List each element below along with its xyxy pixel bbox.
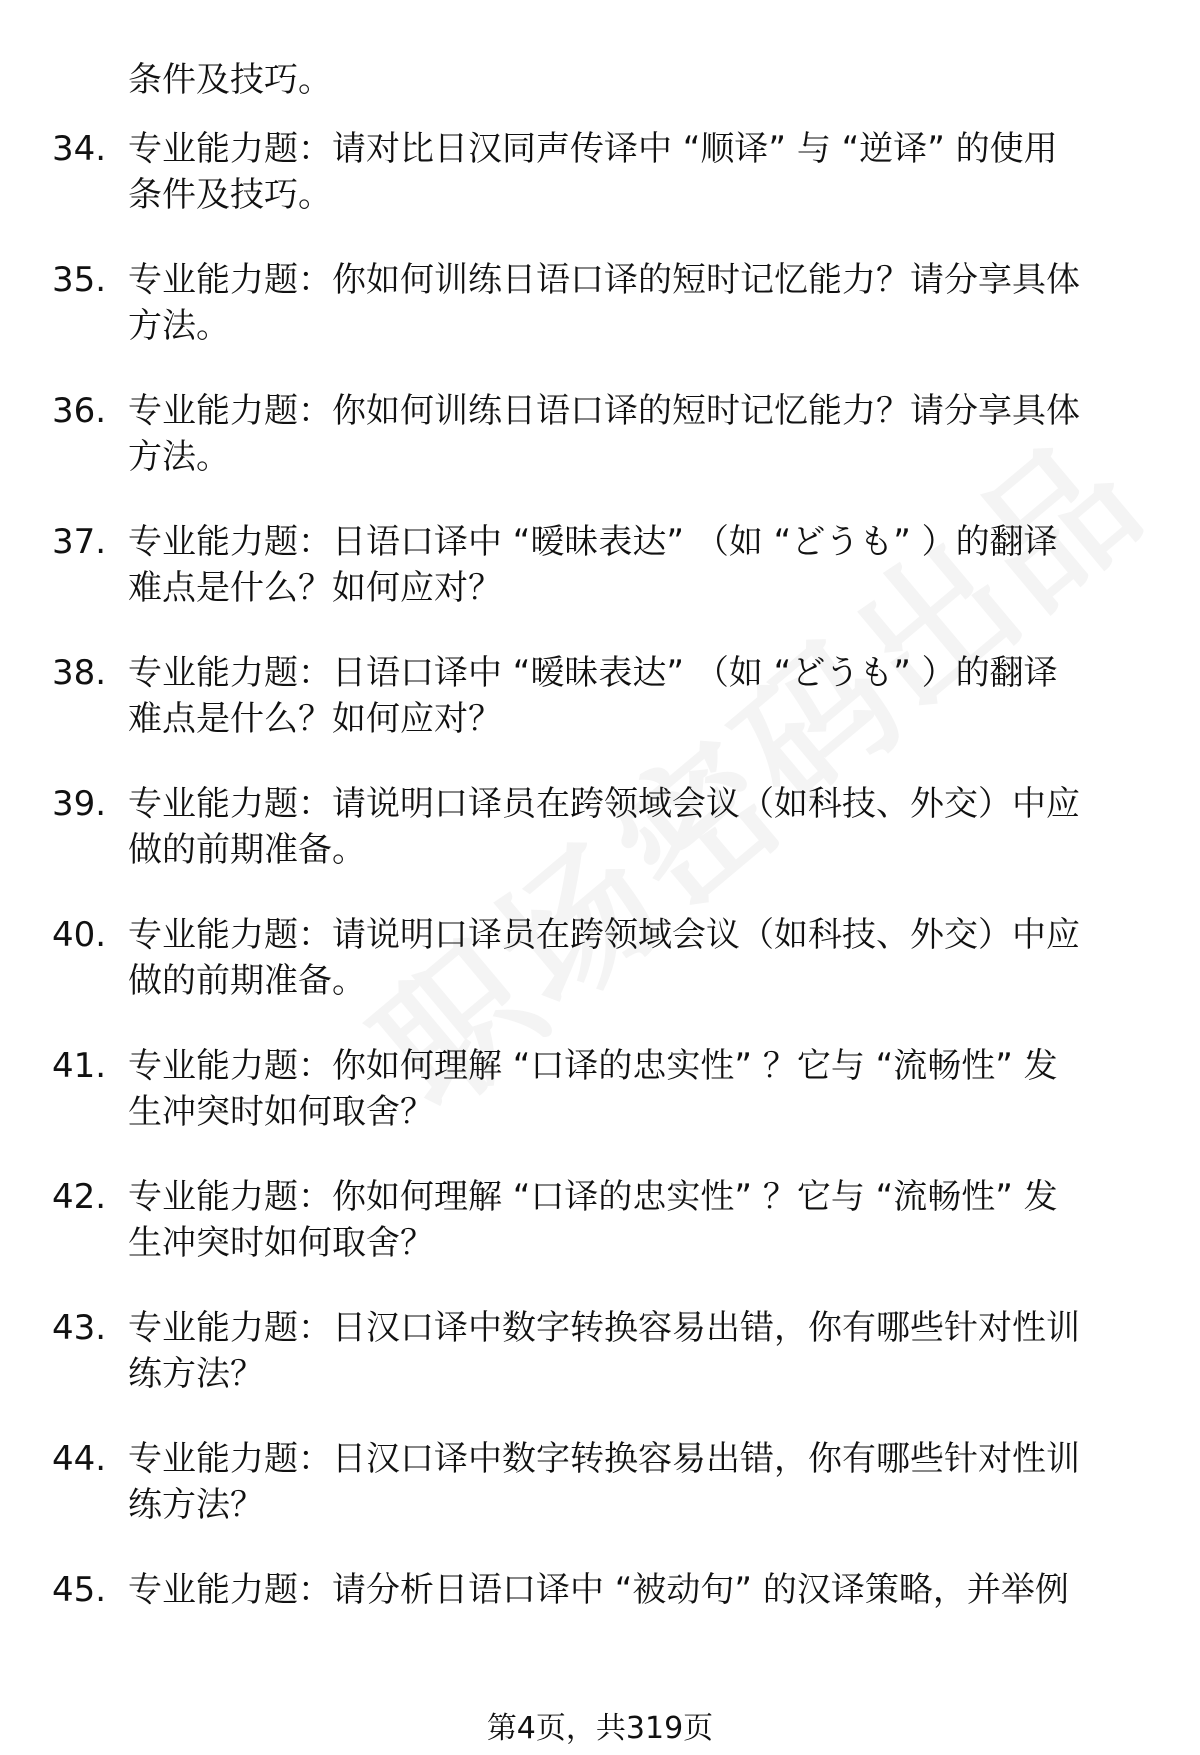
question-line [0,516,1200,568]
question-text: 专业能力题：请分析日语口译中 “被动句” 的汉译策略，并举例 [128,1570,1069,1610]
question-line-continued [0,693,1200,745]
question-text: 专业能力题：你如何理解 “口译的忠实性” ？它与 “流畅性” 发 [128,1177,1058,1217]
question-line [0,1302,1200,1354]
question-text: 专业能力题：请对比日汉同声传译中 “顺译” 与 “逆译” 的使用 [128,129,1058,169]
question-text-continued: 条件及技巧。 [128,175,332,215]
page-footer: 第4页，共319页 [486,1711,714,1746]
question-line [0,778,1200,830]
question-text: 专业能力题：你如何理解 “口译的忠实性” ？它与 “流畅性” 发 [128,1046,1058,1086]
question-line [0,1040,1200,1092]
question-line-continued [0,300,1200,352]
question-line-continued [0,169,1200,221]
question-text: 专业能力题：你如何训练日语口译的短时记忆能力？请分享具体 [128,260,1080,300]
question-text-continued: 难点是什么？如何应对？ [128,568,502,608]
question-number: 38. [52,653,107,693]
question-number: 42. [52,1177,107,1217]
question-text-continued: 做的前期准备。 [128,961,366,1001]
continuation-text: 条件及技巧。 [128,60,332,100]
continuation-line [0,54,1200,106]
question-text-continued: 练方法？ [128,1354,264,1394]
question-text-continued: 方法。 [128,437,230,477]
question-line-continued [0,824,1200,876]
question-line-continued [0,562,1200,614]
question-number: 36. [52,391,107,431]
question-line [0,385,1200,437]
question-line-continued [0,1479,1200,1531]
question-text: 专业能力题：请说明口译员在跨领域会议（如科技、外交）中应 [128,915,1080,955]
question-line-continued [0,431,1200,483]
question-line [0,1171,1200,1223]
question-number: 37. [52,522,107,562]
question-text: 专业能力题：日语口译中 “暧昧表达” （如 “どうも” ）的翻译 [128,522,1058,562]
question-line [0,1564,1200,1616]
question-number: 40. [52,915,107,955]
question-line-continued [0,1086,1200,1138]
question-text-continued: 生冲突时如何取舍？ [128,1092,434,1132]
question-text-continued: 练方法？ [128,1485,264,1525]
question-text-continued: 生冲突时如何取舍？ [128,1223,434,1263]
question-line [0,123,1200,175]
question-line [0,909,1200,961]
question-text-continued: 做的前期准备。 [128,830,366,870]
question-line-continued [0,1217,1200,1269]
question-text: 专业能力题：请说明口译员在跨领域会议（如科技、外交）中应 [128,784,1080,824]
question-number: 34. [52,129,107,169]
question-number: 35. [52,260,107,300]
question-number: 45. [52,1570,107,1610]
question-number: 41. [52,1046,107,1086]
question-number: 43. [52,1308,107,1348]
question-text-continued: 方法。 [128,306,230,346]
question-text: 专业能力题：日语口译中 “暧昧表达” （如 “どうも” ）的翻译 [128,653,1058,693]
question-line [0,254,1200,306]
question-text-continued: 难点是什么？如何应对？ [128,699,502,739]
question-number: 39. [52,784,107,824]
question-number: 44. [52,1439,107,1479]
question-line [0,647,1200,699]
question-line-continued [0,955,1200,1007]
question-text: 专业能力题：日汉口译中数字转换容易出错，你有哪些针对性训 [128,1308,1080,1348]
question-text: 专业能力题：日汉口译中数字转换容易出错，你有哪些针对性训 [128,1439,1080,1479]
question-line [0,1433,1200,1485]
question-line-continued [0,1348,1200,1400]
question-text: 专业能力题：你如何训练日语口译的短时记忆能力？请分享具体 [128,391,1080,431]
